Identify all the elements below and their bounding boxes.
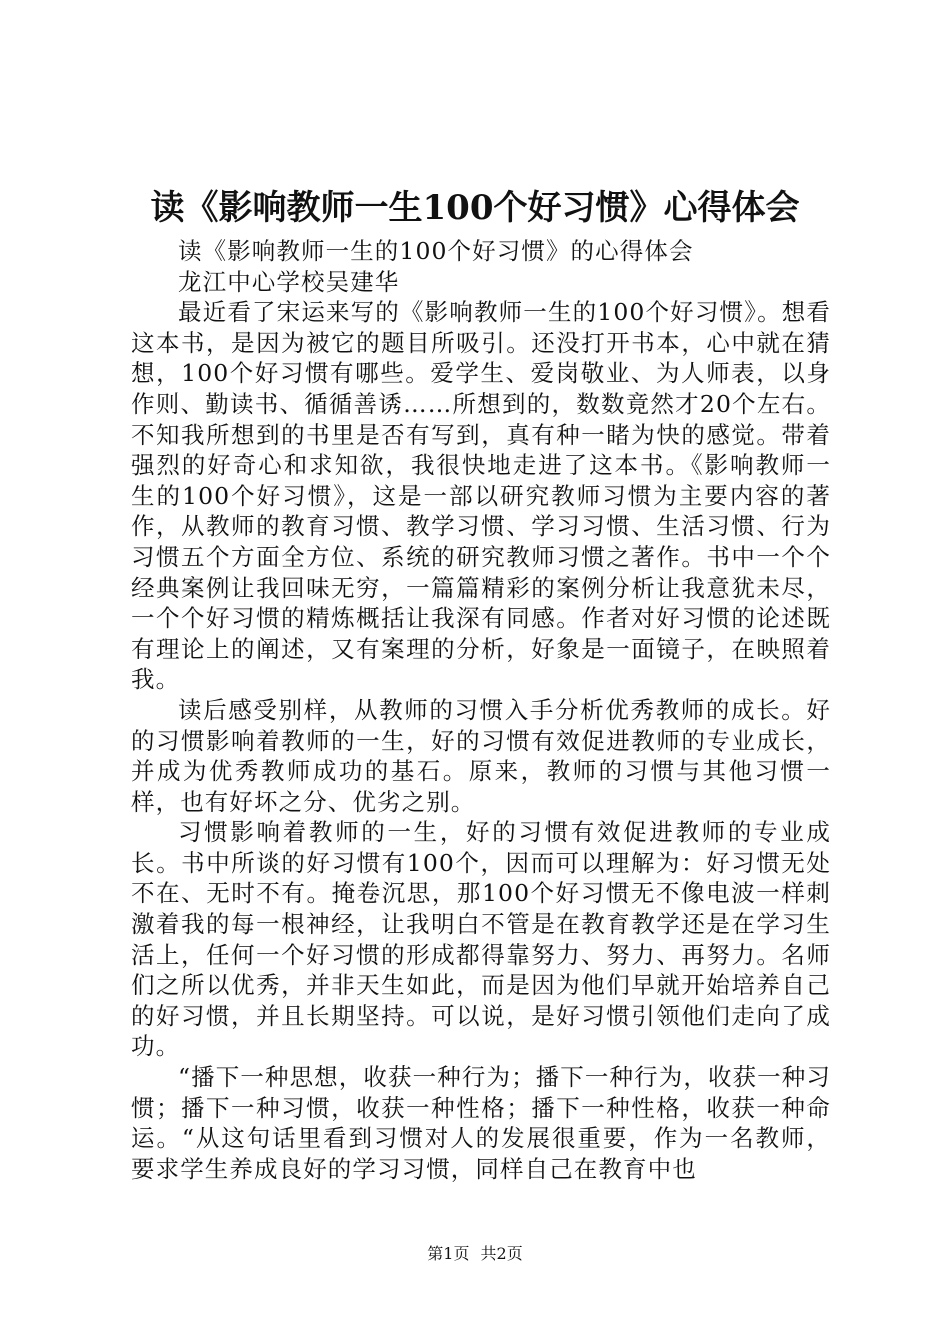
body-paragraph: 最近看了宋运来写的《影响教师一生的100个好习惯》。想看这本书，是因为被它的题目所吸引。还没打开书本，心中就在猜想，100个好习惯有哪些。爱学生、爱岗敬业、为人师表，以身作则、勤读书、循循善诱……所想到的，数数竟然才20个左右。不知我所想到的书里是否有写到，真有种一睹为快的感觉。带着强烈的好奇心和求知欲，我很快地走进了这本书。《影响教师一生的100个好习惯》，这是一部以研究教师习惯为主要内容的著作，从教师的教育习惯、教学习惯、学习习惯、生活习惯、行为习惯五个方面全方位、系统的研究教师习惯之著作。书中一个个经典案例让我回味无穷，一篇篇精彩的案例分析让我意犹未尽，一个个好习惯的精炼概括让我深有同感。作者对好习惯的论述既有理论上的阐述，又有案理的分析，好象是一面镜子，在映照着我。: [131, 298, 831, 694]
page-footer: [0, 1243, 950, 1265]
author-paragraph: 龙江中心学校吴建华: [178, 267, 400, 296]
page-total: 共2页: [480, 1244, 523, 1263]
body-paragraph: 读后感受别样，从教师的习惯入手分析优秀教师的成长。好的习惯影响着教师的一生，好的习惯有效促进教师的专业成长，并成为优秀教师成功的基石。原来，教师的习惯与其他习惯一样，也有好坏之分、优劣之别。: [131, 695, 831, 816]
page-number: 第1页: [427, 1244, 470, 1263]
document-body: [131, 236, 831, 1184]
body-paragraph: 习惯影响着教师的一生，好的习惯有效促进教师的专业成长。书中所谈的好习惯有100个，因而可以理解为：好习惯无处不在、无时不有。掩卷沉思，那100个好习惯无不像电波一样刺激着我的每一根神经，让我明白不管是在教育教学还是在学习生活上，任何一个好习惯的形成都得靠努力、努力、再努力。名师们之所以优秀，并非天生如此，而是因为他们早就开始培养自己的好习惯，并且长期坚持。可以说，是好习惯引领他们走向了成功。: [131, 818, 831, 1061]
body-paragraph: “播下一种思想，收获一种行为；播下一种行为，收获一种习惯；播下一种习惯，收获一种性格；播下一种性格，收获一种命运。“从这句话里看到习惯对人的发展很重要，作为一名教师，要求学生养成良好的学习习惯，同样自己在教育中也: [131, 1063, 831, 1183]
subtitle-paragraph: 读《影响教师一生的100个好习惯》的心得体会: [178, 237, 694, 265]
document-title: 读《影响教师一生100个好习惯》心得体会: [150, 188, 800, 228]
